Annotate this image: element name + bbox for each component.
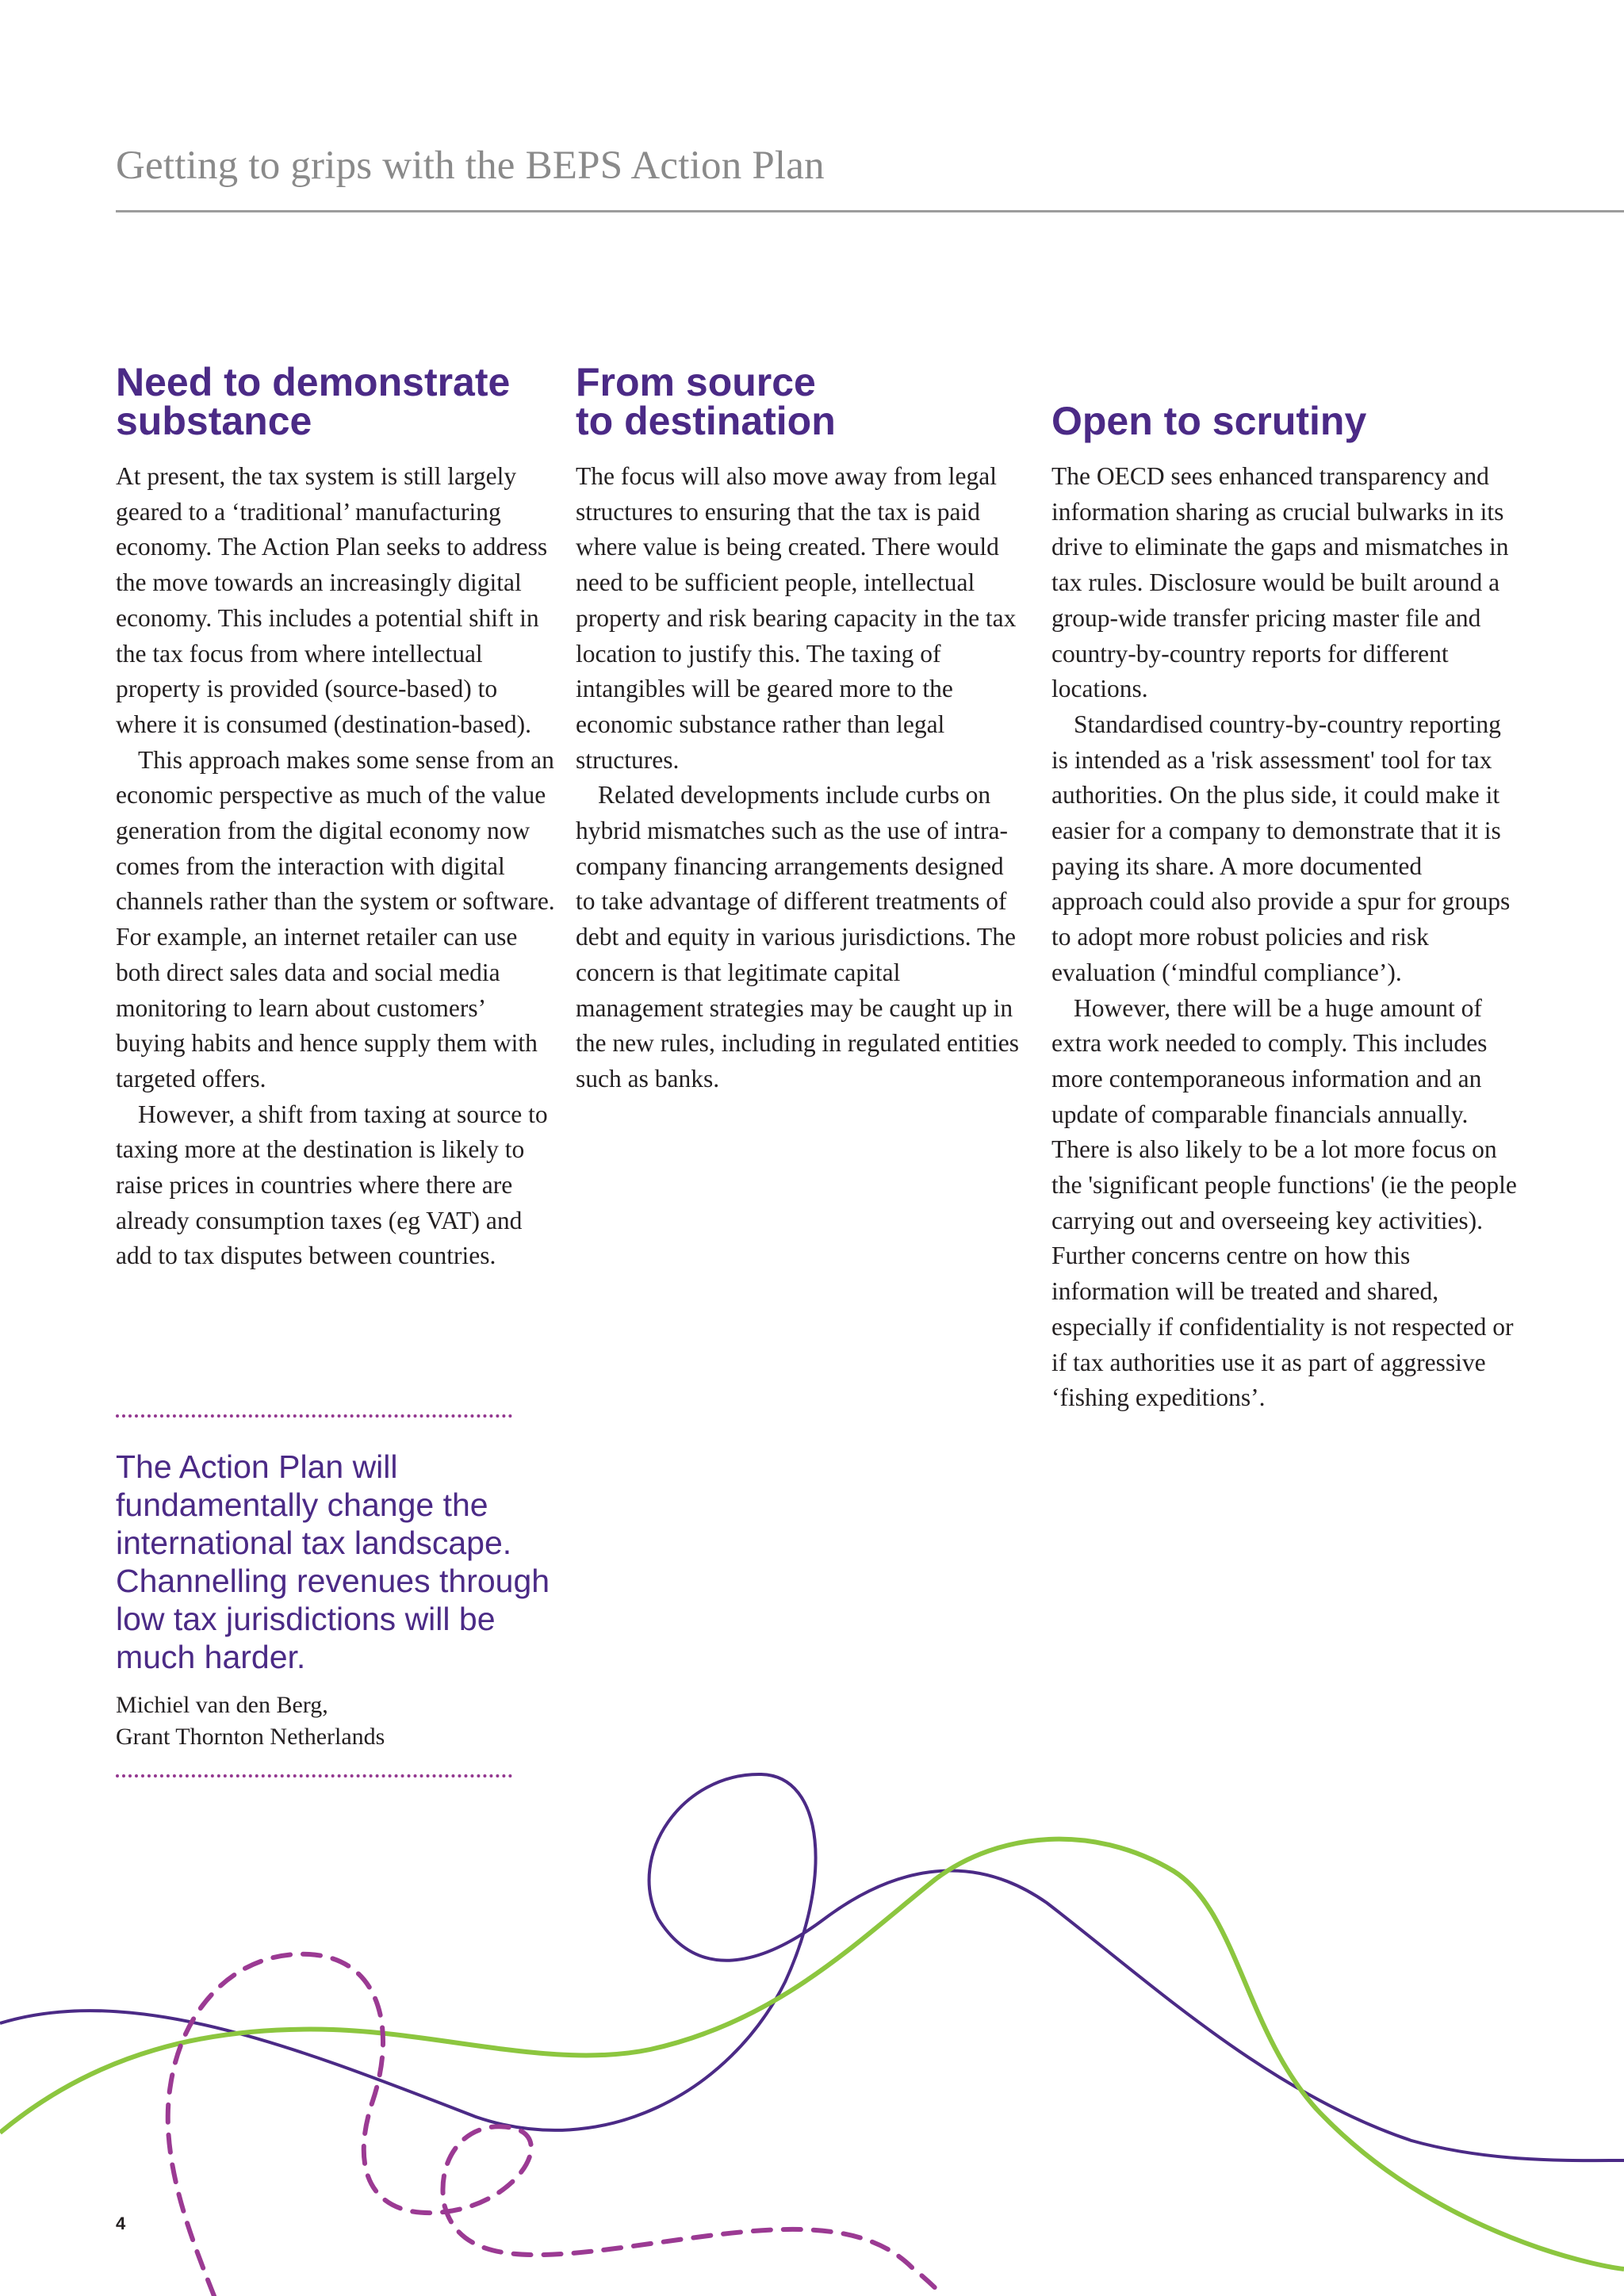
page-header-title: Getting to grips with the BEPS Action Plan <box>116 144 825 188</box>
page-number: 4 <box>116 2214 126 2233</box>
heading-line: to destination <box>576 399 836 443</box>
paragraph: Standardised country-by-country reporting is intended as a 'risk assessment' tool for tax authorities. On the plus side, it could make it easier for a company to demonstrate that it is paying its share. A more documented approach could also provide a spur for groups to adopt more robust policies and risk evaluation (‘mindful compliance’). <box>1051 710 1511 986</box>
paragraph: Related developments include curbs on hybrid mismatches such as the use of intra-company financing arrangements designed to take advantage of different treatments of debt and equity in various jurisdictions. The concern is that legitimate capital management strategies may be caught up in the new rules, including in regulated entities such as banks. <box>576 781 1019 1093</box>
attribution-org: Grant Thornton Netherlands <box>116 1724 385 1750</box>
heading-line: Open to scrutiny <box>1051 399 1367 443</box>
paragraph: This approach makes some sense from an economic perspective as much of the value generation from the digital economy now comes from the interaction with digital channels rather than the system or software. For example, an internet retailer can use both direct sales data and social media monitoring to learn about customers’ buying habits and hence supply them with targeted offers. <box>116 745 555 1093</box>
heading-line: From source <box>576 360 816 404</box>
pull-quote: The Action Plan will fundamentally change the international tax landscape. Channelling revenues through low tax jurisdictions will be much harder. <box>116 1448 550 1675</box>
paragraph: However, a shift from taxing at source to taxing more at the destination is likely to raise prices in countries where there are already consumption taxes (eg VAT) and add to tax disputes between countries. <box>116 1100 548 1270</box>
paragraph: The focus will also move away from legal structures to ensuring that the tax is paid where value is being created. There would need to be sufficient people, intellectual property and risk bearing capacity in the tax location to justify this. The taxing of intangibles will be geared more to the economic substance rather than legal structures. <box>576 462 1017 774</box>
paragraph: However, there will be a huge amount of extra work needed to comply. This includes more contemporaneous information and an update of comparable financials annually. There is also likely to be a lot more focus on the 'significant people functions' (ie the people carrying out and overseeing key activities). Further concerns centre on how this information will be treated and shared, especially if confidentiality is not respected or if tax authorities use it as part of aggressive ‘fishing expeditions’. <box>1051 993 1517 1412</box>
paragraph: The OECD sees enhanced transparency and information sharing as crucial bulwarks in its drive to eliminate the gaps and mismatches in tax rules. Disclosure would be built around a group-wide transfer pricing master file and country-by-country reports for different locations. <box>1051 462 1509 703</box>
heading-line: substance <box>116 399 312 443</box>
attribution-name: Michiel van den Berg, <box>116 1692 328 1718</box>
paragraph: At present, the tax system is still largely geared to a ‘traditional’ manufacturing economy. The Action Plan seeks to address the move towards an increasingly digital economy. This includes a potential shift in the tax focus from where intellectual property is provided (source-based) to where it is consumed (destination-based). <box>116 462 548 738</box>
heading-line: Need to demonstrate <box>116 360 511 404</box>
magenta-dashed-swirl-line <box>168 1954 944 2296</box>
